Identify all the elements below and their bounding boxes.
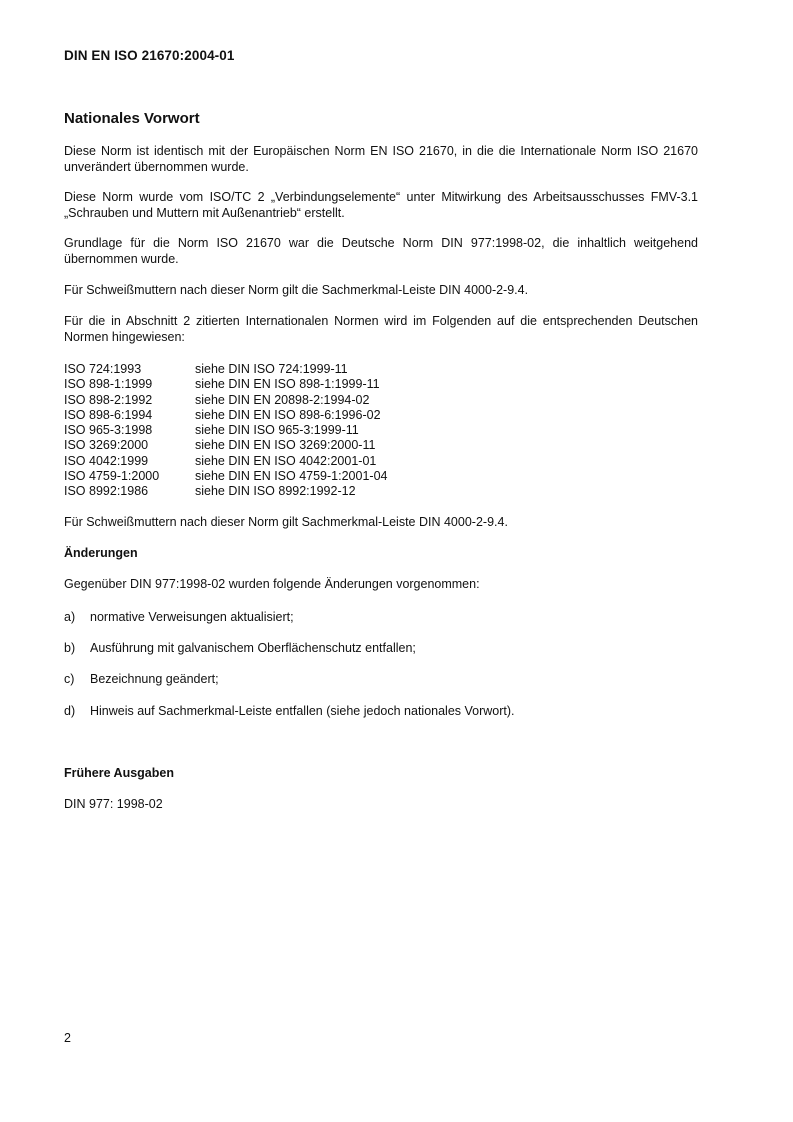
din-norm: siehe DIN EN ISO 898-1:1999-11 <box>195 377 380 392</box>
aenderungen-intro: Gegenüber DIN 977:1998-02 wurden folgende Änderungen vorgenommen: <box>64 577 480 591</box>
iso-norm: ISO 4759-1:2000 <box>64 469 160 484</box>
document-id: DIN EN ISO 21670:2004-01 <box>64 48 235 63</box>
list-marker: c) <box>64 672 75 686</box>
paragraph-basis: Grundlage für die Norm ISO 21670 war die Deutsche Norm DIN 977:1998-02, die inhaltlich weitgehend übernommen wurde. <box>64 236 698 266</box>
din-norm: siehe DIN EN ISO 3269:2000-11 <box>195 438 376 453</box>
table-row <box>64 423 387 438</box>
iso-norm: ISO 724:1993 <box>64 362 142 376</box>
paragraph-identity: Diese Norm ist identisch mit der Europäischen Norm EN ISO 21670, in die die Internationale Norm ISO 21670 unverändert übernommen wurde. <box>64 144 698 174</box>
din-norm: siehe DIN ISO 8992:1992-12 <box>195 484 356 499</box>
paragraph-references-intro: Für die in Abschnitt 2 zitierten Internationalen Normen wird im Folgenden auf die entsprechenden Deutschen Normen hingewiesen: <box>64 314 698 344</box>
table-row <box>64 377 387 392</box>
din-norm: siehe DIN EN ISO 4042:2001-01 <box>195 453 377 468</box>
list-item <box>64 641 416 657</box>
din-norm: siehe DIN EN 20898-2:1994-02 <box>195 392 370 407</box>
list-item <box>64 610 294 626</box>
table-row <box>64 408 387 423</box>
list-item-text: normative Verweisungen aktualisiert; <box>90 610 294 624</box>
section-title-vorwort: Nationales Vorwort <box>64 110 200 127</box>
iso-norm: ISO 898-2:1992 <box>64 392 153 407</box>
din-norm: siehe DIN ISO 965-3:1999-11 <box>195 423 359 438</box>
paragraph-sachmerkmal: Für Schweißmuttern nach dieser Norm gilt die Sachmerkmal-Leiste DIN 4000-2-9.4. <box>64 283 529 297</box>
list-item-text: Bezeichnung geändert; <box>90 672 219 686</box>
paragraph-committee: Diese Norm wurde vom ISO/TC 2 „Verbindungselemente“ unter Mitwirkung des Arbeitsausschusses FMV-3.1 „Schrauben und Muttern mit Außenantrieb“ erstellt. <box>64 190 698 220</box>
din-norm: siehe DIN ISO 724:1999-11 <box>195 362 348 376</box>
list-item <box>64 704 515 720</box>
list-item <box>64 672 219 688</box>
iso-norm: ISO 898-6:1994 <box>64 407 153 422</box>
list-item-text: Ausführung mit galvanischem Oberflächenschutz entfallen; <box>90 641 416 655</box>
heading-fruehere-ausgaben: Frühere Ausgaben <box>64 766 174 780</box>
iso-norm: ISO 898-1:1999 <box>64 377 153 392</box>
fruehere-ausgaben-text: DIN 977: 1998-02 <box>64 797 163 811</box>
din-norm: siehe DIN EN ISO 898-6:1996-02 <box>195 407 381 422</box>
paragraph-sachmerkmal-repeat: Für Schweißmuttern nach dieser Norm gilt Sachmerkmal-Leiste DIN 4000-2-9.4. <box>64 515 508 529</box>
table-row <box>64 454 387 469</box>
table-row <box>64 469 387 484</box>
list-marker: a) <box>64 610 76 624</box>
iso-norm: ISO 965-3:1998 <box>64 423 153 438</box>
heading-aenderungen: Änderungen <box>64 546 138 560</box>
table-row <box>64 484 387 499</box>
table-row <box>64 393 387 408</box>
norm-reference-table <box>64 362 387 500</box>
din-norm: siehe DIN EN ISO 4759-1:2001-04 <box>195 469 388 484</box>
table-row <box>64 362 387 377</box>
iso-norm: ISO 4042:1999 <box>64 453 149 468</box>
list-marker: b) <box>64 641 76 655</box>
table-row <box>64 438 387 453</box>
iso-norm: ISO 3269:2000 <box>64 438 149 453</box>
list-item-text: Hinweis auf Sachmerkmal-Leiste entfallen (siehe jedoch nationales Vorwort). <box>90 704 515 718</box>
list-marker: d) <box>64 704 76 718</box>
page-number: 2 <box>64 1031 71 1045</box>
iso-norm: ISO 8992:1986 <box>64 484 149 499</box>
